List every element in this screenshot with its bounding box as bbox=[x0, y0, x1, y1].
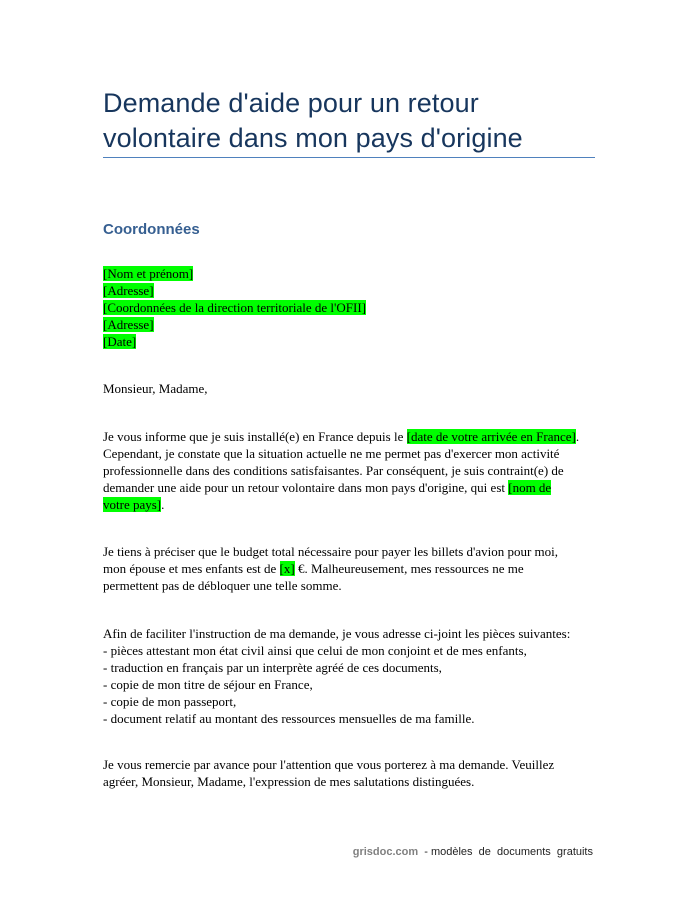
footer-site-link[interactable]: grisdoc.com bbox=[352, 846, 419, 858]
placeholder-ofii-contact: [Coordonnées de la direction territoriale de l'OFII] bbox=[103, 300, 366, 315]
paragraph-budget bbox=[103, 543, 593, 594]
p2-text: €. Malheureusement, mes ressources ne me bbox=[294, 561, 524, 576]
placeholder-country: votre pays] bbox=[103, 497, 162, 512]
p1-text: Je vous informe que je suis installé(e) en France depuis le bbox=[103, 429, 407, 444]
placeholder-ofii-address: [Adresse] bbox=[103, 317, 154, 332]
paragraph-closing bbox=[103, 756, 593, 790]
closing-text: agréer, Monsieur, Madame, l'expression de mes salutations distinguées. bbox=[103, 774, 475, 789]
attachments-intro: Afin de faciliter l'instruction de ma demande, je vous adresse ci-joint les pièces suivantes: bbox=[103, 626, 571, 641]
p2-text: Je tiens à préciser que le budget total nécessaire pour payer les billets d'avion pour moi, bbox=[103, 544, 559, 559]
coordinates-block bbox=[103, 265, 366, 350]
list-item: - traduction en français par un interprète agréé de ces documents, bbox=[103, 660, 442, 675]
paragraph-situation bbox=[103, 428, 593, 513]
list-item: - pièces attestant mon état civil ainsi que celui de mon conjoint et de mes enfants, bbox=[103, 643, 527, 658]
placeholder-amount: [x] bbox=[279, 561, 295, 576]
p1-text: professionnelle dans des conditions satisfaisantes. Par conséquent, je suis contraint(e) de bbox=[103, 463, 564, 478]
greeting: Monsieur, Madame, bbox=[103, 381, 208, 396]
placeholder-date: [Date] bbox=[103, 334, 137, 349]
p1-text: . bbox=[575, 429, 580, 444]
list-item: - document relatif au montant des ressources mensuelles de ma famille. bbox=[103, 711, 475, 726]
document-title bbox=[103, 86, 595, 156]
list-item: - copie de mon passeport, bbox=[103, 694, 237, 709]
list-item: - copie de mon titre de séjour en France, bbox=[103, 677, 313, 692]
title-line-2: volontaire dans mon pays d'origine bbox=[103, 123, 523, 153]
placeholder-address: [Adresse] bbox=[103, 283, 154, 298]
placeholder-arrival-date: [date de votre arrivée en France] bbox=[406, 429, 576, 444]
p2-text: mon épouse et mes enfants est de bbox=[103, 561, 280, 576]
title-divider bbox=[103, 157, 595, 158]
paragraph-attachments bbox=[103, 625, 593, 727]
placeholder-name: [Nom et prénom] bbox=[103, 266, 194, 281]
p1-text: demander une aide pour un retour volontaire dans mon pays d'origine, qui est bbox=[103, 480, 509, 495]
placeholder-country: [nom de bbox=[508, 480, 552, 495]
section-heading-coordonnees: Coordonnées bbox=[103, 221, 200, 238]
closing-text: Je vous remercie par avance pour l'attention que vous porterez à ma demande. Veuillez bbox=[103, 757, 555, 772]
p1-text: . bbox=[161, 497, 165, 512]
p2-text: permettent pas de débloquer une telle somme. bbox=[103, 578, 342, 593]
p1-text: Cependant, je constate que la situation actuelle ne me permet pas d'exercer mon activité bbox=[103, 446, 560, 461]
footer bbox=[353, 846, 593, 858]
title-line-1: Demande d'aide pour un retour bbox=[103, 88, 479, 118]
footer-tagline: - modèles de documents gratuits bbox=[418, 846, 593, 858]
